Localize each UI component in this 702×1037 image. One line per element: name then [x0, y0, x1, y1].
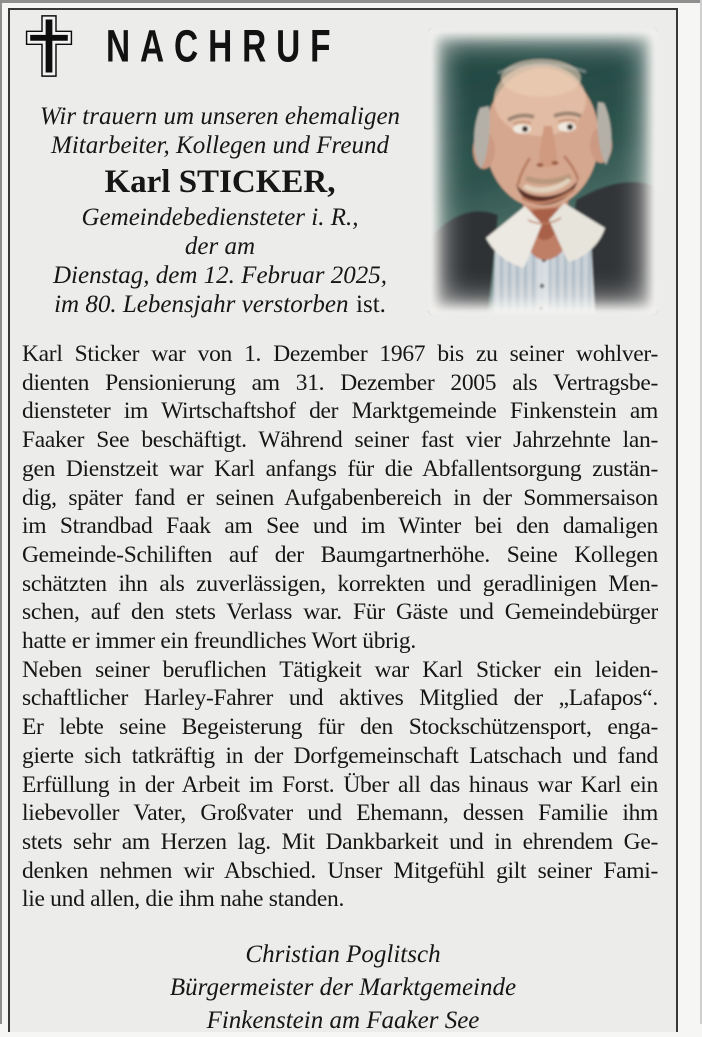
intro-der-am: der am — [184, 233, 256, 260]
body-line: schaftlicher Harley-Fahrer und aktives Mitglied der „Lafapos“. — [22, 685, 658, 712]
intro-line: Mitarbeiter, Kollegen und Freund — [51, 132, 389, 159]
body-line: Neben seiner beruflichen Tätigkeit war Karl Sticker ein leiden- — [22, 656, 658, 683]
portrait-photo — [428, 28, 658, 315]
body-line: gen Dienstzeit war Karl anfangs für die Abfallentsorgung zustän- — [22, 455, 658, 482]
obituary-body — [22, 340, 658, 914]
signature-line: Christian Poglitsch — [245, 941, 441, 968]
intro-line: Wir trauern um unseren ehemaligen — [39, 103, 401, 130]
deceased-role: Gemeindebediensteter i. R., — [81, 204, 359, 231]
page-title: NACHRUF — [106, 20, 341, 72]
signature-line: Finkenstein am Faaker See — [206, 1007, 480, 1034]
body-line: schätzten ihn als zuverlässigen, korrekten und geradlinigen Men- — [22, 570, 658, 597]
body-line: lie und allen, die ihm nahe standen. — [22, 886, 345, 913]
body-line: dig, später fand er seinen Aufgabenbereich in der Sommersaison — [22, 484, 658, 511]
body-line: hatte er immer ein freundliches Wort übrig. — [22, 628, 416, 655]
body-line: schen, auf den stets Verlass war. Für Gäste und Gemeindebürger — [22, 599, 658, 626]
body-line: Erfüllung in der Arbeit im Forst. Über all das hinaus war Karl ein — [22, 771, 658, 798]
body-line: stets sehr am Herzen lag. Mit Dankbarkeit und in ehrendem Ge- — [22, 828, 658, 855]
obituary-sheet — [8, 8, 678, 1032]
signature-line: Bürgermeister der Marktgemeinde — [169, 974, 517, 1001]
scan-edge-top — [0, 0, 702, 3]
intro-block — [10, 102, 430, 319]
body-line: Faaker See beschäftigt. Während seiner fast vier Jahrzehnte lan- — [22, 427, 658, 454]
death-date: Dienstag, dem 12. Februar 2025, — [53, 262, 387, 289]
body-line: Gemeinde-Schiliften auf der Baumgartnerhöhe. Seine Kollegen — [22, 541, 658, 568]
body-line: diensteter im Wirtschaftshof der Marktgemeinde Finkenstein am — [22, 398, 658, 425]
body-line: dienten Pensionierung am 31. Dezember 2005 als Vertragsbe- — [22, 369, 658, 396]
body-line: gierte sich tatkräftig in der Dorfgemeinschaft Latschach und fand — [22, 742, 658, 769]
age-line-roman: ist. — [356, 291, 386, 318]
body-line: im Strandbad Faak am See und im Winter bei den damaligen — [22, 513, 658, 540]
deceased-name: Karl STICKER, — [104, 164, 336, 200]
body-line: denken nehmen wir Abschied. Unser Mitgefühl gilt seiner Fami- — [22, 857, 658, 884]
memorial-cross-icon — [22, 13, 76, 79]
body-line: Karl Sticker war von 1. Dezember 1967 bis zu seiner wohlver- — [22, 341, 658, 367]
age-line-italic: im 80. Lebensjahr verstorben — [54, 291, 349, 318]
body-line: liebevoller Vater, Großvater und Ehemann, dessen Familie ihm — [22, 800, 658, 827]
age-line — [10, 290, 430, 319]
signature-block — [10, 938, 676, 1037]
scan-edge-left — [0, 0, 2, 1024]
body-line: Er lebte seine Begeisterung für den Stockschützensport, enga- — [22, 714, 658, 741]
